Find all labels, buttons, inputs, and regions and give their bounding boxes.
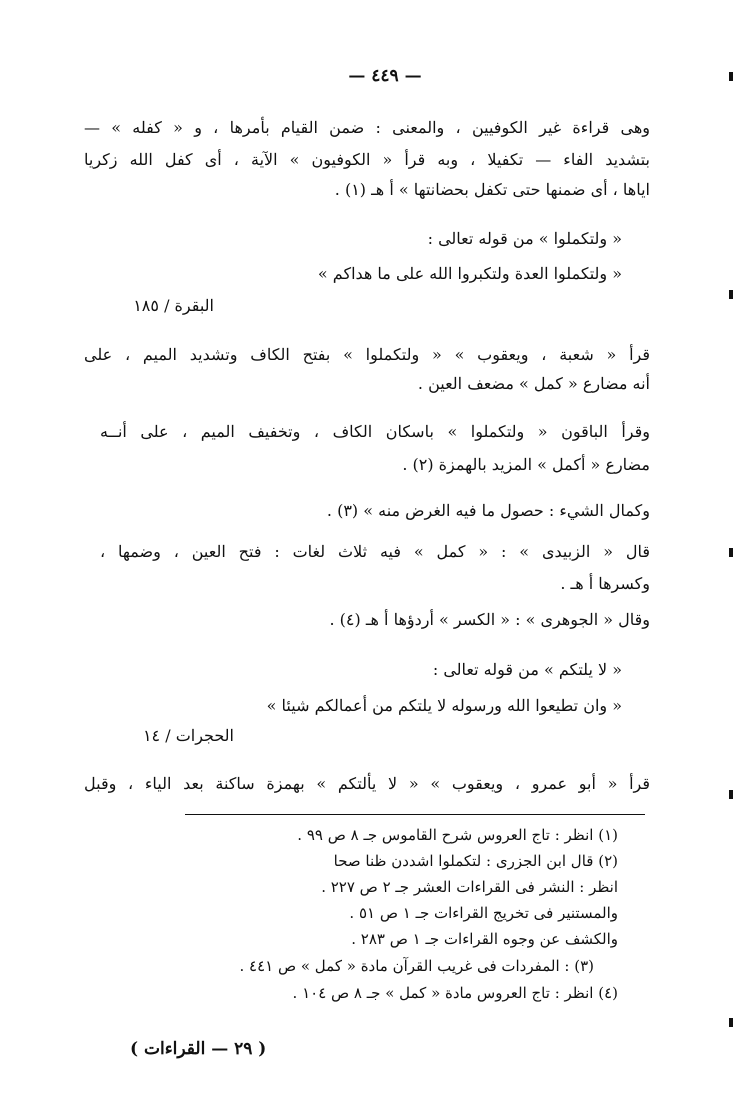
quote-intro-2: « لا يلتكم » من قوله تعالى : bbox=[432, 660, 622, 679]
verse-1: « ولتكملوا العدة ولتكبروا الله على ما هداكم » bbox=[317, 264, 622, 283]
body-line-7: مضارع « أكمل » المزيد بالهمزة (٢) . bbox=[402, 455, 650, 474]
body-line-12: قرأ « أبو عمرو ، ويعقوب » « لا يألتكم » بهمزة ساكنة بعد الياء ، وقبل bbox=[84, 774, 650, 793]
footnote-4: (٤) انظر : تاج العروس مادة « كمل » جـ ٨ ص ١٠٤ . bbox=[292, 984, 618, 1002]
page-number: — ٤٤٩ — bbox=[348, 66, 422, 86]
page-footer: ( ٢٩ — القراءات ) bbox=[130, 1039, 267, 1059]
footnote-separator bbox=[185, 814, 645, 815]
verse-2: « وان تطيعوا الله ورسوله لا يلتكم من أعمالكم شيئا » bbox=[266, 696, 622, 715]
body-line-5: أنه مضارع « كمل » مضعف العين . bbox=[417, 374, 650, 393]
footnote-2-ref-1: انظر : النشر فى القراءات العشر جـ ٢ ص ٢٢٧ . bbox=[321, 878, 618, 896]
scan-edge-mark bbox=[729, 790, 733, 799]
verse-reference-2: الحجرات / ١٤ bbox=[142, 726, 234, 745]
body-line-3: اياها ، أى ضمنها حتى تكفل بحضانتها » أ هـ (١) . bbox=[334, 180, 650, 199]
body-line-6: وقرأ الباقون « ولتكملوا » باسكان الكاف ، وتخفيف الميم ، على أنــه bbox=[100, 422, 650, 441]
body-line-10: وكسرها أ هـ . bbox=[560, 574, 650, 593]
scan-edge-mark bbox=[729, 1018, 733, 1027]
footnote-2: (٢) قال ابن الجزرى : لتكملوا اشددن ظنا صحا bbox=[333, 852, 618, 870]
scan-edge-mark bbox=[729, 72, 733, 81]
scan-edge-mark bbox=[729, 548, 733, 557]
scan-edge-mark bbox=[729, 290, 733, 299]
footnote-2-ref-2: والمستنير فى تخريج القراءات جـ ١ ص ٥١ . bbox=[349, 904, 618, 922]
quote-intro-1: « ولتكملوا » من قوله تعالى : bbox=[427, 229, 622, 248]
verse-reference-1: البقرة / ١٨٥ bbox=[133, 296, 214, 315]
body-line-4: قرأ « شعبة ، ويعقوب » « ولتكملوا » بفتح الكاف وتشديد الميم ، على bbox=[84, 345, 650, 364]
body-line-2: بتشديد الفاء — تكفيلا ، وبه قرأ « الكوفيون » الآية ، أى كفل الله زكريا bbox=[84, 150, 650, 169]
footnote-2-ref-3: والكشف عن وجوه القراءات جـ ١ ص ٢٨٣ . bbox=[351, 930, 618, 948]
body-line-1: وهى قراءة غير الكوفيين ، والمعنى : ضمن القيام بأمرها ، و « كفله » — bbox=[84, 118, 650, 137]
body-line-8: وكمال الشيء : حصول ما فيه الغرض منه » (٣) . bbox=[326, 501, 650, 520]
footnote-1: (١) انظر : تاج العروس شرح القاموس جـ ٨ ص ٩٩ . bbox=[297, 826, 618, 844]
footnote-3: (٣) : المفردات فى غريب القرآن مادة « كمل » ص ٤٤١ . bbox=[239, 957, 594, 975]
body-line-11: وقال « الجوهرى » : « الكسر » أردؤها أ هـ (٤) . bbox=[329, 610, 650, 629]
body-line-9: قال « الزبيدى » : « كمل » فيه ثلاث لغات : فتح العين ، وضمها ، bbox=[100, 542, 650, 561]
